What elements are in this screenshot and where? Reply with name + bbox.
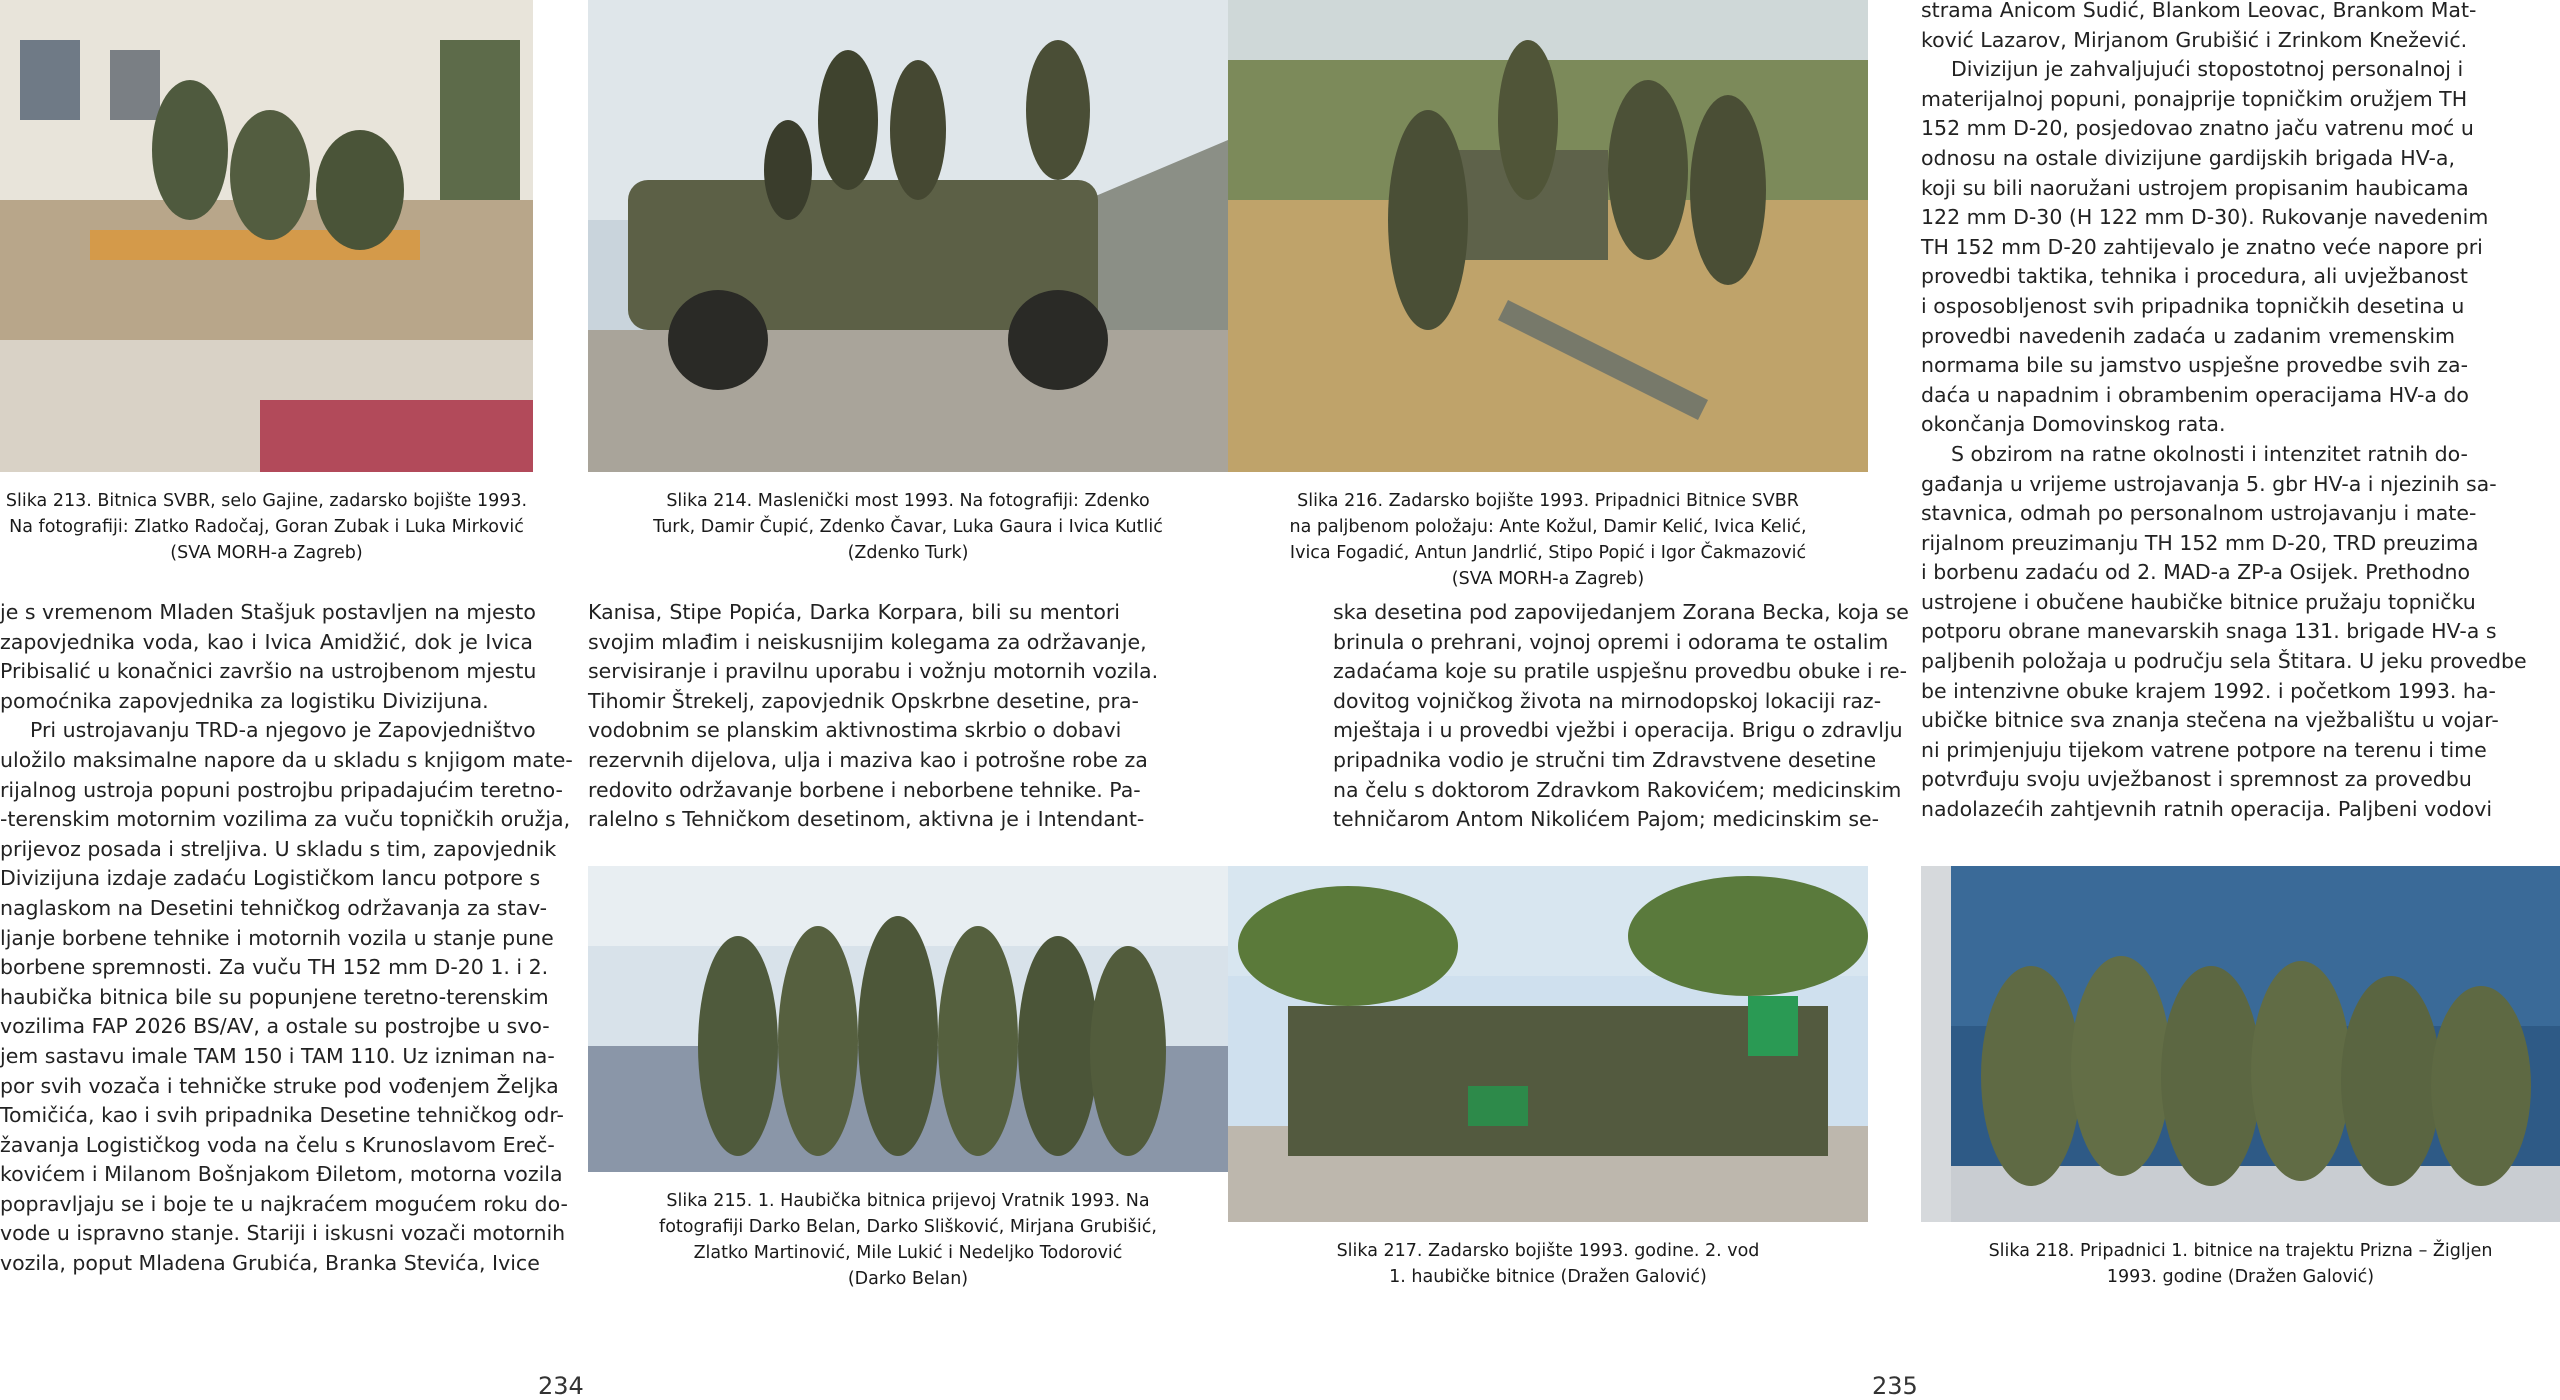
text-line: nadolazećih zahtjevnih ratnih operacija. Paljbeni vodovi xyxy=(1921,797,2493,822)
text-line: žavanja Logističkog voda na čelu s Krunoslavom Ereč- xyxy=(0,1132,555,1157)
text-line: Tihomir Štrekelj, zapovjednik Opskrbne desetine, pra- xyxy=(588,688,1139,713)
text-line: vode u ispravno stanje. Stariji i iskusni vozači motornih xyxy=(0,1221,566,1246)
text-line: provedbi navedenih zadaća u zadanim vremenskim xyxy=(1921,323,2455,348)
text-line: Pri ustrojavanju TRD-a njegovo je Zapovjedništvo xyxy=(30,718,536,743)
caption-line: 1993. godine (Dražen Galović) xyxy=(2106,1267,2375,1287)
caption-line: 1. haubičke bitnice (Dražen Galović) xyxy=(1389,1267,1707,1287)
text-line: odnosu na ostale divizijune gardijskih brigada HV-a, xyxy=(1921,145,2455,170)
text-line: naglaskom na Desetini tehničkog održavanja za stav- xyxy=(0,895,548,920)
caption-line: Turk, Damir Čupić, Zdenko Čavar, Luka Gaura i Ivica Kutlić xyxy=(653,517,1163,537)
caption-line: (Zdenko Turk) xyxy=(847,543,969,563)
photo-fig217 xyxy=(1228,866,1868,1222)
text-line: zadaćama koje su pratile uspješnu provedbu obuke i re- xyxy=(1333,659,1908,684)
text-line: strama Anicom Sudić, Blankom Leovac, Brankom Mat- xyxy=(1921,0,2477,22)
text-line: zapovjednika voda, kao i Ivica Amidžić, dok je Ivica xyxy=(0,629,533,654)
caption-line: (Darko Belan) xyxy=(847,1269,969,1289)
text-line: na čelu s doktorom Zdravkom Rakovićem; medicinskim xyxy=(1333,777,1902,802)
caption-line: Slika 217. Zadarsko bojište 1993. godine. 2. vod xyxy=(1336,1241,1760,1261)
text-line: okončanja Domovinskog rata. xyxy=(1921,412,2226,437)
caption-fig215 xyxy=(588,1188,1228,1292)
text-line: be intenzivne obuke krajem 1992. i početkom 1993. ha- xyxy=(1921,678,2496,703)
caption-line: Slika 214. Masleničk​i most 1993. Na fotografiji: Zdenko xyxy=(666,491,1150,511)
text-line: potporu obrane manevarskih snaga 131. brigade HV-a s xyxy=(1921,619,2497,644)
text-line: prijevoz posada i streljiva. U skladu s tim, zapovjednik xyxy=(0,836,557,861)
text-line: rezervnih dijelova, ulja i maziva kao i potrošne robe za xyxy=(588,747,1148,772)
caption-fig218 xyxy=(1921,1238,2560,1290)
text-line: normama bile su jamstvo uspješne provedbe svih za- xyxy=(1921,353,2469,378)
photo-fig218 xyxy=(1921,866,2560,1222)
text-line: vozila, poput Mladena Grubića, Branka Stevića, Ivice xyxy=(0,1251,540,1276)
text-line: jem sastavu imale TAM 150 i TAM 110. Uz izniman na- xyxy=(0,1043,555,1068)
text-line: dovitog vojničkog života na mirnodopskoj lokaciji raz- xyxy=(1333,688,1882,713)
text-line: pripadnika vodio je stručni tim Zdravstvene desetine xyxy=(1333,747,1877,772)
text-line: brinula o prehrani, vojnoj opremi i odorama te ostalim xyxy=(1333,629,1889,654)
photo-fig215 xyxy=(588,866,1228,1172)
text-line: rijalnom preuzimanju TH 152 mm D-20, TRD preuzima xyxy=(1921,530,2479,555)
text-line: mještaja i u provedbi vježbi i operacija. Brigu o zdravlju xyxy=(1333,718,1903,743)
caption-fig217 xyxy=(1228,1238,1868,1290)
text-line: servisiranje i pravilnu uporabu i vožnju motornih vozila. xyxy=(588,659,1159,684)
text-column-2 xyxy=(588,598,1159,835)
caption-fig213 xyxy=(0,488,533,566)
text-line: Pribisalić u konačnici završio na ustrojbenom mjestu xyxy=(0,659,537,684)
text-line: ralelno s Tehničkom desetinom, aktivna je i Intendant- xyxy=(588,807,1145,832)
photo-fig213 xyxy=(0,0,533,472)
text-column-4 xyxy=(1921,0,2527,825)
caption-line: Slika 216. Zadarsko bojište 1993. Pripadnici Bitnice SVBR xyxy=(1297,491,1799,511)
text-line: paljbenih položaja u području sela Štitara. U jeku provedbe xyxy=(1921,649,2527,674)
text-line: je s vremenom Mladen Stašjuk postavljen na mjesto xyxy=(0,600,536,624)
text-line: vozilima FAP 2026 BS/AV, a ostale su postrojbe u svo- xyxy=(0,1014,550,1039)
caption-fig216 xyxy=(1228,488,1868,592)
caption-line: Ivica Fogadić, Antun Jandrlić, Stipo Popić i Igor Čakmazović xyxy=(1289,543,1807,563)
text-line: borbene spremnosti. Za vuču TH 152 mm D-20 1. i 2. xyxy=(0,955,549,980)
text-line: provedbi taktika, tehnika i procedura, ali uvježbanost xyxy=(1921,264,2468,289)
page-number-left: 234 xyxy=(538,1372,584,1400)
text-line: por svih vozača i tehničke struke pod vođenjem Željka xyxy=(0,1073,559,1098)
text-line: uložilo maksimalne napore da u skladu s knjigom mate- xyxy=(0,747,573,772)
text-line: tehničarom Antom Nikolićem Pajom; medicinskim se- xyxy=(1333,807,1880,832)
text-line: gađanja u vrijeme ustrojavanja 5. gbr HV-a i njezinih sa- xyxy=(1921,471,2497,496)
text-line: ubičke bitnice sva znanja stečena na vježbalištu u vojar- xyxy=(1921,708,2499,733)
text-line: i borbenu zadaću od 2. MAD-a ZP-a Osijek. Prethodno xyxy=(1921,560,2470,585)
text-line: TH 152 mm D-20 zahtijevalo je znatno veće napore pri xyxy=(1921,234,2483,259)
text-line: Kanisa, Stipe Popića, Darka Korpara, bili su mentori xyxy=(588,600,1120,624)
text-line: ković Lazarov, Mirjanom Grubišić i Zrinkom Knežević. xyxy=(1921,27,2468,52)
text-line: Tomičića, kao i svih pripadnika Desetine tehničkog odr- xyxy=(0,1103,564,1128)
text-line: koji su bili naoružani ustrojem propisanim haubicama xyxy=(1921,175,2469,200)
photo-fig214 xyxy=(588,0,1228,472)
text-line: stavnica, odmah po personalnom ustrojavanju i mate- xyxy=(1921,501,2477,526)
text-line: daća u napadnim i obrambenim operacijama HV-a do xyxy=(1921,382,2469,407)
text-line: haubička bitnica bile su popunjene teretno-terenskim xyxy=(0,984,549,1009)
text-line: 122 mm D-30 (H 122 mm D-30). Rukovanje navedenim xyxy=(1921,205,2489,230)
caption-line: Na fotografiji: Zlatko Radočaj, Goran Zubak i Luka Mirković xyxy=(9,517,524,537)
caption-line: (SVA MORH-a Zagreb) xyxy=(1451,569,1645,589)
text-line: i osposobljenost svih pripadnika topničkih desetina u xyxy=(1921,293,2465,318)
caption-line: (SVA MORH-a Zagreb) xyxy=(170,543,363,563)
text-line: ni primjenjuju tijekom vatrene potpore na terenu i time xyxy=(1921,737,2487,762)
caption-line: Slika 215. 1. Haubička bitnica prijevoj Vratnik 1993. Na xyxy=(666,1191,1150,1211)
text-line: rijalnog ustroja popuni postrojbu pripadajućim teretno- xyxy=(0,777,563,802)
caption-line: Zlatko Martinović, Mile Lukić i Nedeljko Todorović xyxy=(693,1243,1123,1263)
text-line: redovito održavanje borbene i neborbene tehnike. Pa- xyxy=(588,777,1141,802)
text-line: pomoćnika zapovjednika za logistiku Divizijuna. xyxy=(0,688,489,713)
text-line: ljanje borbene tehnike i motornih vozila u stanje pune xyxy=(0,925,554,950)
text-line: popravljaju se i boje te u najkraćem mogućem roku do- xyxy=(0,1191,568,1216)
text-line: Divizijun je zahvaljujući stopostotnoj personalnoj i xyxy=(1951,57,2464,82)
text-column-1 xyxy=(0,598,573,1279)
text-line: ska desetina pod zapovijedanjem Zorana Becka, koja se xyxy=(1333,600,1909,624)
text-line: Divizijuna izdaje zadaću Logističkom lancu potpore s xyxy=(0,866,541,891)
text-line: potvrđuju svoju uvježbanost i spremnost za provedbu xyxy=(1921,767,2472,792)
text-line: vodobnim se planskim aktivnostima skrbio o dobavi xyxy=(588,718,1122,743)
text-line: materijalnoj popuni, ponajprije topničkim oružjem TH xyxy=(1921,86,2468,111)
text-line: 152 mm D-20, posjedovao znatno jaču vatrenu moć u xyxy=(1921,116,2474,141)
text-line: ustrojene i obučene haubičke bitnice pružaju topničku xyxy=(1921,589,2476,614)
text-line: kovićem i Milanom Bošnjakom Điletom, motorna vozila xyxy=(0,1162,563,1187)
caption-line: na paljbenom položaju: Ante Kožul, Damir Kelić, Ivica Kelić, xyxy=(1289,517,1807,537)
text-line: -terenskim motornim vozilima za vuču topničkih oružja, xyxy=(0,807,571,832)
text-line: S obzirom na ratne okolnosti i intenzitet ratnih do- xyxy=(1951,441,2468,466)
photo-fig216 xyxy=(1228,0,1868,472)
page-number-right: 235 xyxy=(1872,1372,1918,1400)
caption-fig214 xyxy=(588,488,1228,566)
caption-line: Slika 218. Pripadnici 1. bitnice na trajektu Prizna – Žigljen xyxy=(1988,1241,2493,1261)
text-line: svojim mlađim i neiskusnijim kolegama za održavanje, xyxy=(588,629,1147,654)
caption-line: Slika 213. Bitnica SVBR, selo Gajine, zadarsko bojište 1993. xyxy=(5,491,528,511)
text-column-3 xyxy=(1333,598,1909,835)
caption-line: fotografiji Darko Belan, Darko Slišković, Mirjana Grubišić, xyxy=(659,1217,1157,1237)
